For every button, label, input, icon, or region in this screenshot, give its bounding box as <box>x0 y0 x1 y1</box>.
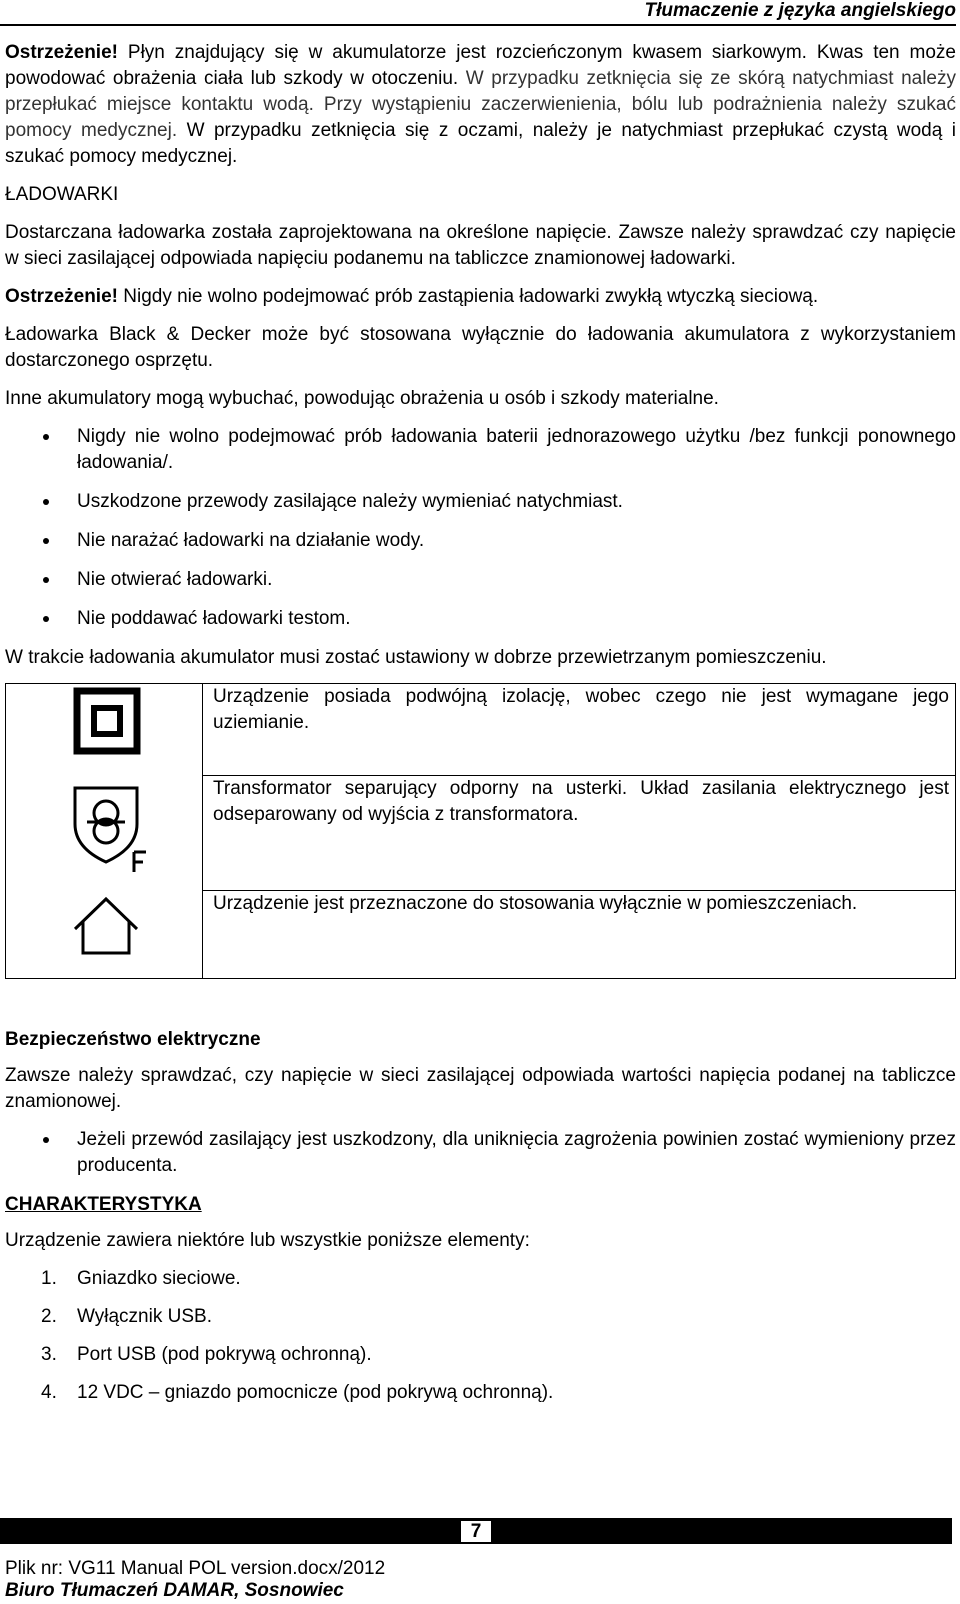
chargers-paragraph-2: Ładowarka Black & Decker może być stosowana wyłącznie do ładowania akumulatora z wykorzystaniem dostarczonego osprzętu. <box>5 324 956 371</box>
list-item-text: Nie otwierać ładowarki. <box>77 569 273 590</box>
list-item <box>5 424 956 476</box>
list-item-text: Uszkodzone przewody zasilające należy wymieniać natychmiast. <box>77 491 623 512</box>
bullet-icon <box>43 577 49 583</box>
chargers-paragraph-3: Inne akumulatory mogą wybuchać, powodując obrażenia u osób i szkody materialne. <box>5 388 719 409</box>
symbol-text: Urządzenie posiada podwójną izolację, wobec czego nie jest wymagane jego uziemianie. <box>213 686 949 733</box>
electrical-safety-paragraph: Zawsze należy sprawdzać, czy napięcie w sieci zasilającej odpowiada wartości napięcia podanej na tabliczce znamionowej. <box>5 1065 956 1112</box>
battery-acid-warning <box>5 40 956 170</box>
bullet-icon <box>43 538 49 544</box>
list-item-text: Jeżeli przewód zasilający jest uszkodzony, dla uniknięcia zagrożenia powinien zostać wymieniony przez producenta. <box>77 1129 956 1176</box>
list-item <box>5 528 956 554</box>
list-item <box>5 1127 956 1179</box>
list-item-text: Nigdy nie wolno podejmować prób ładowania baterii jednorazowego użytku /bez funkcji ponownego ładowania/. <box>77 426 956 473</box>
list-item <box>5 1304 956 1330</box>
warning-text-1: Płyn znajdujący się w akumulatorze jest rozcieńczonym kwasem siarkowym. Kwas ten może powodować obrażenia ciała lub szkody w otoczeniu. <box>5 42 956 89</box>
list-item-text: 12 VDC – gniazdo pomocnicze (pod pokrywą ochronną). <box>77 1382 554 1403</box>
list-item-text: Nie narażać ładowarki na działanie wody. <box>77 530 425 551</box>
chargers-warning-prefix: Ostrzeżenie! <box>5 286 118 307</box>
table-row <box>6 775 956 890</box>
list-item <box>5 567 956 593</box>
list-number: 4. <box>41 1382 57 1403</box>
table-row <box>6 890 956 979</box>
page-header <box>0 0 956 25</box>
symbol-description <box>203 684 956 776</box>
list-item-text: Gniazdko sieciowe. <box>77 1268 241 1289</box>
double-insulation-icon <box>7 685 201 768</box>
chargers-heading: ŁADOWARKI <box>5 184 119 205</box>
chargers-paragraph-1: Dostarczana ładowarka została zaprojektowana na określone napięcie. Zawsze należy sprawdzać czy napięcie w sieci zasilającej odpowiada napięciu podanemu na tabliczce znamionowej ładowarki. <box>5 222 956 269</box>
features-intro: Urządzenie zawiera niektóre lub wszystkie poniższe elementy: <box>5 1230 530 1251</box>
list-item-text: Wyłącznik USB. <box>77 1306 212 1327</box>
footer-file: Plik nr: VG11 Manual POL version.docx/2012 <box>5 1558 386 1579</box>
warning-prefix: Ostrzeżenie! <box>5 42 118 63</box>
bullet-icon <box>43 616 49 622</box>
chargers-warning <box>5 284 956 310</box>
list-number: 1. <box>41 1268 57 1289</box>
electrical-safety-bullets <box>5 1127 956 1179</box>
chargers-paragraph-4: W trakcie ładowania akumulator musi zostać ustawiony w dobrze przewietrzanym pomieszczeniu. <box>5 647 827 668</box>
header-rule <box>0 24 956 26</box>
features-list <box>5 1266 956 1406</box>
page-number-text: 7 <box>461 1521 492 1542</box>
symbols-table <box>5 683 956 979</box>
safety-transformer-icon <box>7 776 201 883</box>
bullet-icon <box>43 1137 49 1143</box>
list-item <box>5 489 956 515</box>
list-number: 2. <box>41 1306 57 1327</box>
features-heading: CHARAKTERYSTYKA <box>5 1194 202 1215</box>
indoor-use-house-icon <box>7 891 201 971</box>
list-item-text: Nie poddawać ładowarki testom. <box>77 608 351 629</box>
symbol-cell <box>6 775 203 890</box>
symbol-description <box>203 775 956 890</box>
table-row <box>6 684 956 776</box>
list-item <box>5 1266 956 1292</box>
list-item <box>5 1342 956 1368</box>
header-title: Tłumaczenie z języka angielskiego <box>644 0 956 21</box>
symbol-cell <box>6 684 203 776</box>
symbol-text: Transformator separujący odporny na usterki. Układ zasilania elektrycznego jest odseparowany od wyjścia z transformatora. <box>213 777 949 825</box>
footer-biuro: Biuro Tłumaczeń DAMAR, Sosnowiec <box>5 1580 344 1601</box>
symbol-cell <box>6 890 203 979</box>
bullet-icon <box>43 499 49 505</box>
list-item-text: Port USB (pod pokrywą ochronną). <box>77 1344 372 1365</box>
symbol-text: Urządzenie jest przeznaczone do stosowania wyłącznie w pomieszczeniach. <box>213 892 858 914</box>
electrical-safety-heading: Bezpieczeństwo elektryczne <box>5 1029 261 1050</box>
warning-text-3: W przypadku zetknięcia się z oczami, należy je natychmiast przepłukać czystą wodą i szukać pomocy medycznej. <box>5 120 956 167</box>
warning-text-2: W przypadku zetknięcia się ze skórą natychmiast należy przepłukać miejsce kontaktu wodą. Przy wystąpieniu zaczerwienienia, bólu lub podrażnienia należy szukać pomocy medycznej. <box>5 68 956 141</box>
list-item <box>5 1380 956 1406</box>
list-item <box>5 606 956 632</box>
bullet-icon <box>43 434 49 440</box>
page-body <box>5 40 956 1418</box>
chargers-warning-text: Nigdy nie wolno podejmować prób zastąpienia ładowarki zwykłą wtyczką sieciową. <box>117 286 819 307</box>
list-number: 3. <box>41 1344 57 1365</box>
chargers-bullet-list <box>5 424 956 632</box>
page-number <box>0 1518 952 1546</box>
symbol-description <box>203 890 956 979</box>
